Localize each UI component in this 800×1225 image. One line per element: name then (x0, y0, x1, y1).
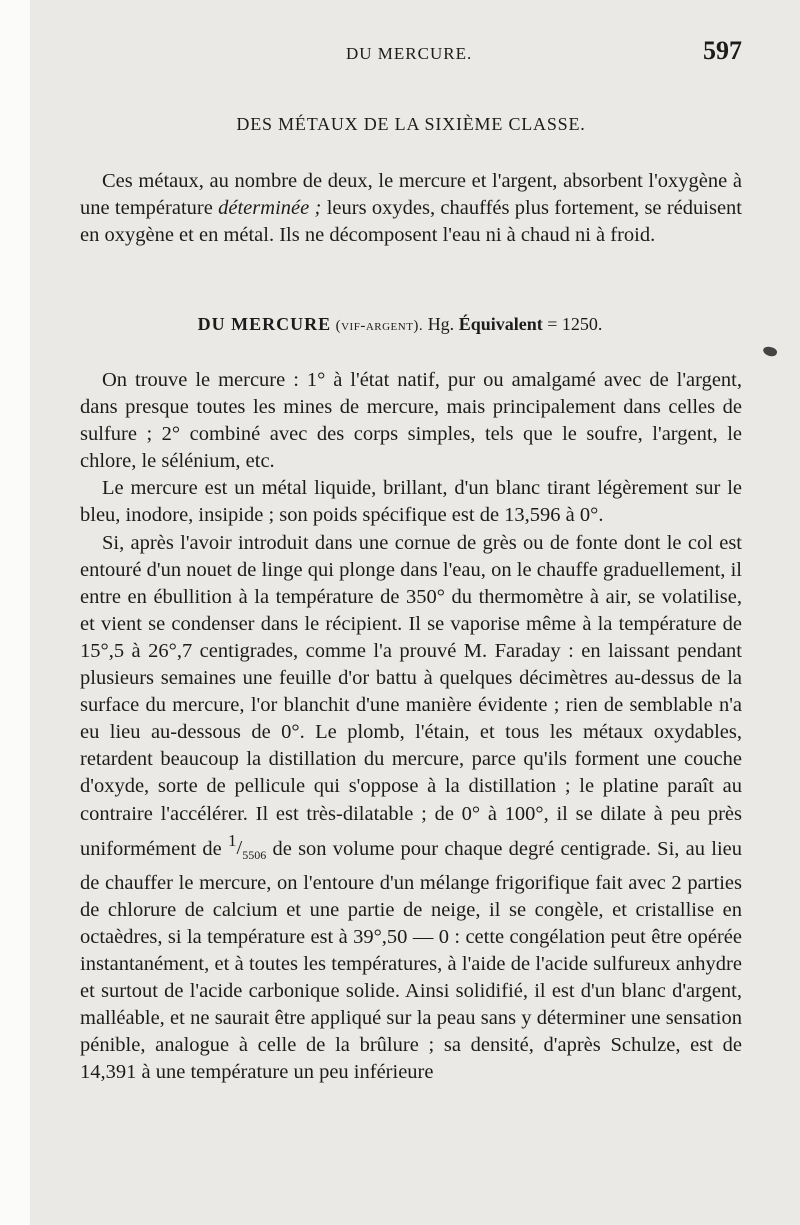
section-heading: DES MÉTAUX DE LA SIXIÈME CLASSE. (236, 114, 586, 134)
properties-paragraph: Le mercure est un métal liquide, brillant, d'un blanc tirant légèrement sur le bleu, inodore, insipide ; son poids spécifique est de 13,596 à 0°. (80, 477, 742, 527)
mercury-synonym: (vif-argent). (335, 318, 424, 334)
fraction-numerator: 1 (227, 831, 237, 851)
running-head (0, 36, 800, 66)
mercury-symbol: Hg. (427, 314, 455, 334)
equivalent-label: Équivalent (458, 314, 543, 334)
intro-text-end: leurs oxydes, chauffés plus fortement, se réduisent en oxygène et en métal. Ils ne décomposent l'eau ni à chaud ni à froid. (80, 197, 742, 247)
fraction-denominator: 5506 (242, 848, 267, 863)
intro-text-start: Ces métaux, au nombre de deux, le mercure et l'argent, absorbent l'oxygène à une température (80, 170, 742, 220)
intro-paragraph (80, 168, 742, 249)
equivalent-value: = 1250. (547, 314, 603, 334)
page-number: 597 (703, 36, 742, 65)
distillation-paragraph (80, 530, 742, 1087)
main-text (80, 367, 742, 1086)
ink-blot (762, 345, 778, 358)
intro-emphasis: déterminée ; (218, 197, 322, 220)
occurrence-paragraph: On trouve le mercure : 1° à l'état natif, pur ou amalgamé avec de l'argent, dans presque toutes les mines de mercure, mais principalement dans celles de sulfure ; 2° combiné avec des corps simples, tels que le soufre, l'argent, le chlore, le sélénium, etc. (80, 369, 742, 473)
distillation-text-end: de son volume pour chaque degré centigrade. Si, au lieu de chauffer le mercure, on l'entoure d'un mélange frigorifique fait avec 2 parties de chlorure de calcium et une partie de neige, il se congèle, et cristallise en octaèdres, si la température est à 39°,50 — 0 : cette congélation peut être opérée instantanément, et à toutes les températures, à l'aide de l'acide sulfureux anhydre et surtout de l'acide carbonique solide. Ainsi solidifié, il est d'un blanc d'argent, malléable, et ne saurait être appliqué sur la peau sans y déterminer une sensation pénible, analogue à celle de la brûlure ; sa densité, d'après Schulze, est de 14,391 à une température un peu inférieure (80, 837, 742, 1084)
running-title: DU MERCURE. (346, 44, 473, 63)
mercury-title: DU MERCURE (197, 314, 332, 334)
distillation-text-start: Si, après l'avoir introduit dans une cornue de grès ou de fonte dont le col est entouré d'un nouet de linge qui plonge dans l'eau, on le chauffe graduellement, il entre en ébullition à la température de 350° du thermomètre à air, se volatilise, et vient se condenser dans le récipient. Il se vaporise même à la température de 15°,5 à 26°,7 centigrades, comme l'a prouvé M. Faraday : en laissant pendant plusieurs semaines une feuille d'or battu à quelques décimètres au-dessus de la surface du mercure, l'or blanchit d'une manière évidente ; rien de semblable n'a eu lieu au-dessous de 0°. Le plomb, l'étain, et tous les métaux oxydables, retardent beaucoup la distillation du mercure, parce qu'ils forment une couche d'oxyde, sorte de pellicule qui s'oppose à la distillation ; le platine paraît au contraire l'accélérer. Il est très-dilatable ; de 0° à 100°, il se dilate à peu près uniformément de (80, 531, 742, 860)
page-edge (0, 0, 30, 1225)
mercury-heading (0, 314, 800, 335)
expansion-fraction: $^1/_{5506}$ (227, 831, 267, 863)
